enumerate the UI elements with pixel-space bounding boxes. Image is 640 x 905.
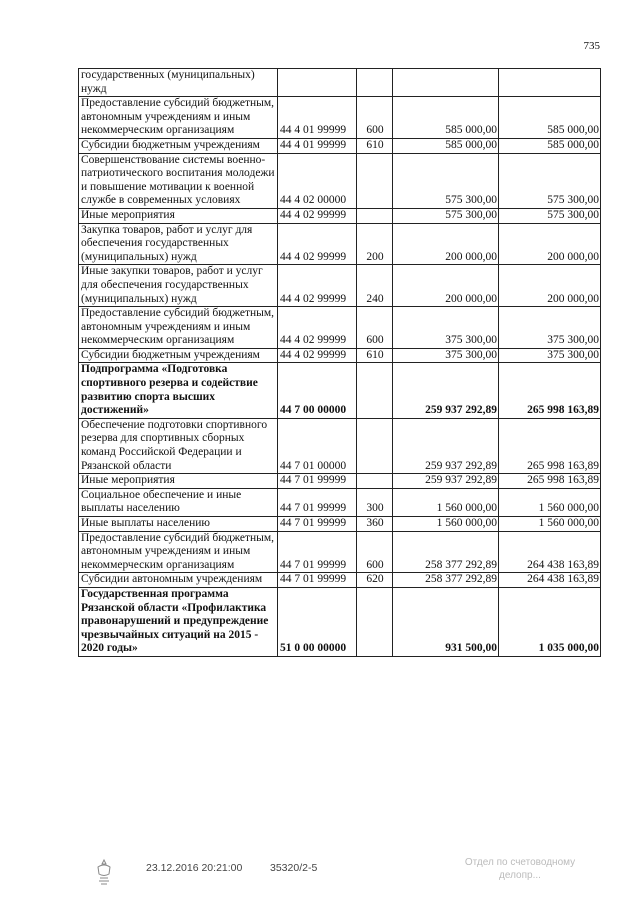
row-name: Предоставление субсидий бюджетным, автономным учреждениям и иным некоммерческим организациям bbox=[79, 97, 278, 139]
row-expense-type bbox=[357, 418, 393, 473]
row-amount-2018: 585 000,00 bbox=[499, 138, 601, 153]
row-amount-2017: 200 000,00 bbox=[393, 223, 499, 265]
row-amount-2017: 1 560 000,00 bbox=[393, 488, 499, 516]
row-expense-type bbox=[357, 587, 393, 656]
row-amount-2018: 265 998 163,89 bbox=[499, 418, 601, 473]
table-row bbox=[79, 307, 601, 349]
row-amount-2018: 1 035 000,00 bbox=[499, 587, 601, 656]
footer-stamp bbox=[450, 856, 590, 882]
row-amount-2018: 264 438 163,89 bbox=[499, 531, 601, 573]
row-name: Субсидии бюджетным учреждениям bbox=[79, 138, 278, 153]
row-code: 44 4 02 99999 bbox=[278, 348, 357, 363]
row-name: Подпрограмма «Подготовка спортивного резерва и содействие развитию спорта высших достижений» bbox=[79, 363, 278, 418]
row-code: 44 7 00 00000 bbox=[278, 363, 357, 418]
row-amount-2017: 575 300,00 bbox=[393, 153, 499, 208]
row-code: 44 4 02 99999 bbox=[278, 307, 357, 349]
row-name: Субсидии бюджетным учреждениям bbox=[79, 348, 278, 363]
row-expense-type: 620 bbox=[357, 573, 393, 588]
row-amount-2018: 575 300,00 bbox=[499, 153, 601, 208]
row-amount-2017: 375 300,00 bbox=[393, 307, 499, 349]
row-amount-2017: 1 560 000,00 bbox=[393, 517, 499, 532]
row-amount-2017: 258 377 292,89 bbox=[393, 531, 499, 573]
row-expense-type: 600 bbox=[357, 97, 393, 139]
row-amount-2018: 375 300,00 bbox=[499, 307, 601, 349]
row-code: 44 4 02 99999 bbox=[278, 223, 357, 265]
row-name: Иные мероприятия bbox=[79, 474, 278, 489]
row-code: 44 4 02 99999 bbox=[278, 265, 357, 307]
row-name: Субсидии автономным учреждениям bbox=[79, 573, 278, 588]
row-amount-2017: 375 300,00 bbox=[393, 348, 499, 363]
table-row bbox=[79, 265, 601, 307]
row-expense-type bbox=[357, 363, 393, 418]
row-amount-2017: 575 300,00 bbox=[393, 208, 499, 223]
budget-table bbox=[78, 68, 601, 657]
row-expense-type: 610 bbox=[357, 348, 393, 363]
row-code: 44 4 01 99999 bbox=[278, 97, 357, 139]
table-row bbox=[79, 531, 601, 573]
row-code: 44 7 01 99999 bbox=[278, 531, 357, 573]
row-name: Иные закупки товаров, работ и услуг для обеспечения государственных (муниципальных) нужд bbox=[79, 265, 278, 307]
row-amount-2018: 200 000,00 bbox=[499, 223, 601, 265]
row-expense-type: 240 bbox=[357, 265, 393, 307]
row-expense-type: 360 bbox=[357, 517, 393, 532]
table-row bbox=[79, 348, 601, 363]
row-name: Иные выплаты населению bbox=[79, 517, 278, 532]
row-amount-2018: 200 000,00 bbox=[499, 265, 601, 307]
table-row bbox=[79, 153, 601, 208]
row-code bbox=[278, 69, 357, 97]
table-row bbox=[79, 573, 601, 588]
row-amount-2017: 259 937 292,89 bbox=[393, 418, 499, 473]
row-amount-2017: 200 000,00 bbox=[393, 265, 499, 307]
row-code: 44 7 01 99999 bbox=[278, 517, 357, 532]
table-row bbox=[79, 488, 601, 516]
row-code: 44 4 02 00000 bbox=[278, 153, 357, 208]
table-row bbox=[79, 97, 601, 139]
row-amount-2017: 259 937 292,89 bbox=[393, 474, 499, 489]
footer-stamp-line1: Отдел по счетоводному bbox=[464, 857, 576, 868]
row-name: Предоставление субсидий бюджетным, автономным учреждениям и иным некоммерческим организациям bbox=[79, 531, 278, 573]
row-expense-type: 200 bbox=[357, 223, 393, 265]
row-amount-2018: 265 998 163,89 bbox=[499, 474, 601, 489]
row-amount-2018: 375 300,00 bbox=[499, 348, 601, 363]
row-code: 44 7 01 00000 bbox=[278, 418, 357, 473]
table-row bbox=[79, 418, 601, 473]
row-code: 44 7 01 99999 bbox=[278, 573, 357, 588]
row-name: Социальное обеспечение и иные выплаты населению bbox=[79, 488, 278, 516]
row-amount-2018: 1 560 000,00 bbox=[499, 488, 601, 516]
table-row bbox=[79, 363, 601, 418]
row-name: Предоставление субсидий бюджетным, автономным учреждениям и иным некоммерческим организациям bbox=[79, 307, 278, 349]
row-code: 51 0 00 00000 bbox=[278, 587, 357, 656]
table-row bbox=[79, 223, 601, 265]
row-amount-2018 bbox=[499, 69, 601, 97]
row-name: Иные мероприятия bbox=[79, 208, 278, 223]
emblem-icon bbox=[93, 858, 115, 886]
row-amount-2017: 258 377 292,89 bbox=[393, 573, 499, 588]
row-code: 44 4 01 99999 bbox=[278, 138, 357, 153]
row-amount-2017: 259 937 292,89 bbox=[393, 363, 499, 418]
row-name: Совершенствование системы военно-патриотического воспитания молодежи и повышение мотивации к военной службе в современных условиях bbox=[79, 153, 278, 208]
row-expense-type: 610 bbox=[357, 138, 393, 153]
budget-table-body bbox=[79, 69, 601, 657]
row-expense-type bbox=[357, 474, 393, 489]
row-expense-type bbox=[357, 69, 393, 97]
row-name: Закупка товаров, работ и услуг для обеспечения государственных (муниципальных) нужд bbox=[79, 223, 278, 265]
row-amount-2018: 1 560 000,00 bbox=[499, 517, 601, 532]
footer-date: 23.12.2016 20:21:00 bbox=[146, 862, 243, 874]
row-amount-2017 bbox=[393, 69, 499, 97]
row-code: 44 7 01 99999 bbox=[278, 474, 357, 489]
row-amount-2018: 264 438 163,89 bbox=[499, 573, 601, 588]
table-row bbox=[79, 208, 601, 223]
row-amount-2017: 585 000,00 bbox=[393, 138, 499, 153]
table-row bbox=[79, 587, 601, 656]
table-row bbox=[79, 138, 601, 153]
row-name: Государственная программа Рязанской области «Профилактика правонарушений и предупреждение чрезвычайных ситуаций на 2015 - 2020 годы» bbox=[79, 587, 278, 656]
row-name: Обеспечение подготовки спортивного резерва для спортивных сборных команд Российской Федерации и Рязанской области bbox=[79, 418, 278, 473]
row-name: государственных (муниципальных) нужд bbox=[79, 69, 278, 97]
row-amount-2018: 265 998 163,89 bbox=[499, 363, 601, 418]
row-code: 44 7 01 99999 bbox=[278, 488, 357, 516]
footer-stamp-line2: делопр... bbox=[499, 870, 541, 881]
row-amount-2018: 585 000,00 bbox=[499, 97, 601, 139]
row-code: 44 4 02 99999 bbox=[278, 208, 357, 223]
table-row bbox=[79, 69, 601, 97]
row-expense-type: 600 bbox=[357, 307, 393, 349]
page-number: 735 bbox=[583, 40, 600, 52]
row-expense-type: 600 bbox=[357, 531, 393, 573]
row-amount-2017: 931 500,00 bbox=[393, 587, 499, 656]
table-row bbox=[79, 517, 601, 532]
row-amount-2018: 575 300,00 bbox=[499, 208, 601, 223]
row-expense-type bbox=[357, 153, 393, 208]
row-expense-type: 300 bbox=[357, 488, 393, 516]
row-amount-2017: 585 000,00 bbox=[393, 97, 499, 139]
row-expense-type bbox=[357, 208, 393, 223]
table-row bbox=[79, 474, 601, 489]
footer-document-id: 35320/2-5 bbox=[270, 862, 318, 874]
